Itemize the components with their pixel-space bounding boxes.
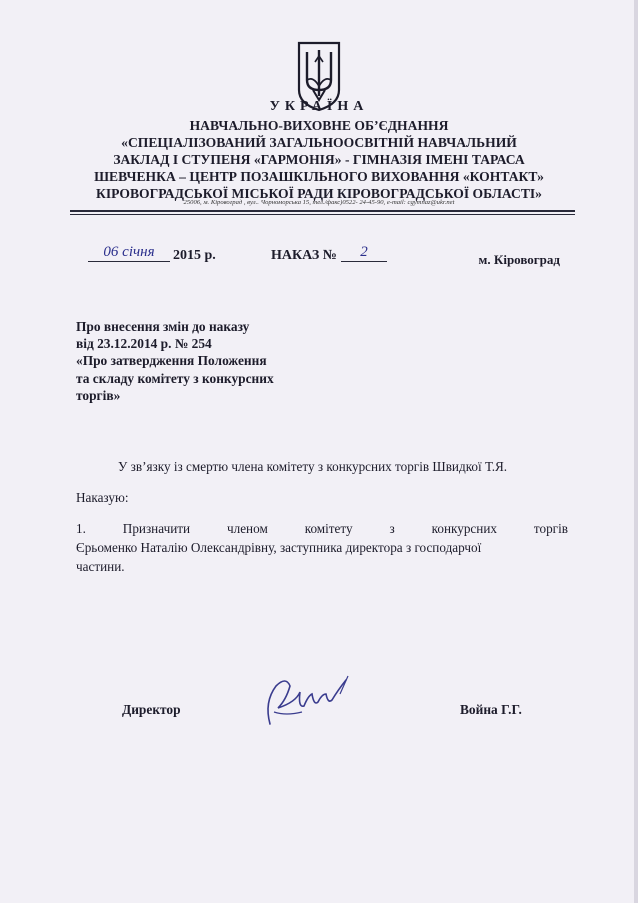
order-date-handwritten: 06 січня xyxy=(88,244,170,262)
item-word: торгів xyxy=(533,521,568,536)
item-word: з xyxy=(389,521,395,536)
item-word: членом xyxy=(226,521,268,536)
signatory-name: Война Г.Г. xyxy=(460,702,522,717)
org-name-line: КІРОВОГРАДСЬКОЇ МІСЬКОЇ РАДИ КІРОВОГРАДСЬКОЇ ОБЛАСТІ» xyxy=(96,186,542,201)
order-item-1-line3: частини. xyxy=(76,559,125,574)
org-name-line: ШЕВЧЕНКА – ЦЕНТР ПОЗАШКІЛЬНОГО ВИХОВАННЯ «КОНТАКТ» xyxy=(94,169,544,184)
handwritten-signature xyxy=(256,672,366,732)
subject-line: та складу комітету з конкурсних xyxy=(76,370,274,386)
item-word: 1. xyxy=(76,521,86,536)
header-divider-thick xyxy=(70,210,575,212)
subject-line: «Про затвердження Положення xyxy=(76,353,267,369)
item-word: комітету xyxy=(304,521,353,536)
org-name-line: НАВЧАЛЬНО-ВИХОВНЕ ОБ’ЄДНАННЯ xyxy=(189,118,449,133)
signatory-title: Директор xyxy=(122,702,181,717)
subject-line: від 23.12.2014 р. № 254 xyxy=(76,336,212,352)
org-address: 25006, м. Кіровоград , вул.. Чорноморська 15, тел./факс)0522- 24-45-90, e-mail: cgymnaz@ukr.net xyxy=(183,199,455,206)
item-word: конкурсних xyxy=(431,521,497,536)
header-divider-thin xyxy=(70,214,575,215)
order-item-1-line1 xyxy=(76,521,568,537)
subject-line: торгів» xyxy=(76,387,121,403)
org-name-line: ЗАКЛАД І СТУПЕНЯ «ГАРМОНІЯ» - ГІМНАЗІЯ ІМЕНІ ТАРАСА xyxy=(113,152,525,167)
order-label: НАКАЗ № xyxy=(271,248,337,263)
order-year: 2015 р. xyxy=(173,248,216,263)
subject-line: Про внесення змін до наказу xyxy=(76,319,250,334)
order-number-handwritten: 2 xyxy=(341,244,387,262)
country-heading: УКРАЇНА xyxy=(269,99,369,114)
body-paragraph: У зв’язку із смертю члена комітету з конкурсних торгів Швидкої Т.Я. xyxy=(118,459,508,474)
item-word: Призначити xyxy=(122,521,191,536)
order-city: м. Кіровоград xyxy=(478,252,560,267)
order-subject xyxy=(76,318,274,404)
order-directive: Наказую: xyxy=(76,490,129,505)
org-name-line: «СПЕЦІАЛІЗОВАНИЙ ЗАГАЛЬНООСВІТНІЙ НАВЧАЛЬНИЙ xyxy=(121,135,517,150)
order-item-1-line2: Єрьоменко Наталію Олександрівну, заступника директора з господарчої xyxy=(76,540,482,555)
